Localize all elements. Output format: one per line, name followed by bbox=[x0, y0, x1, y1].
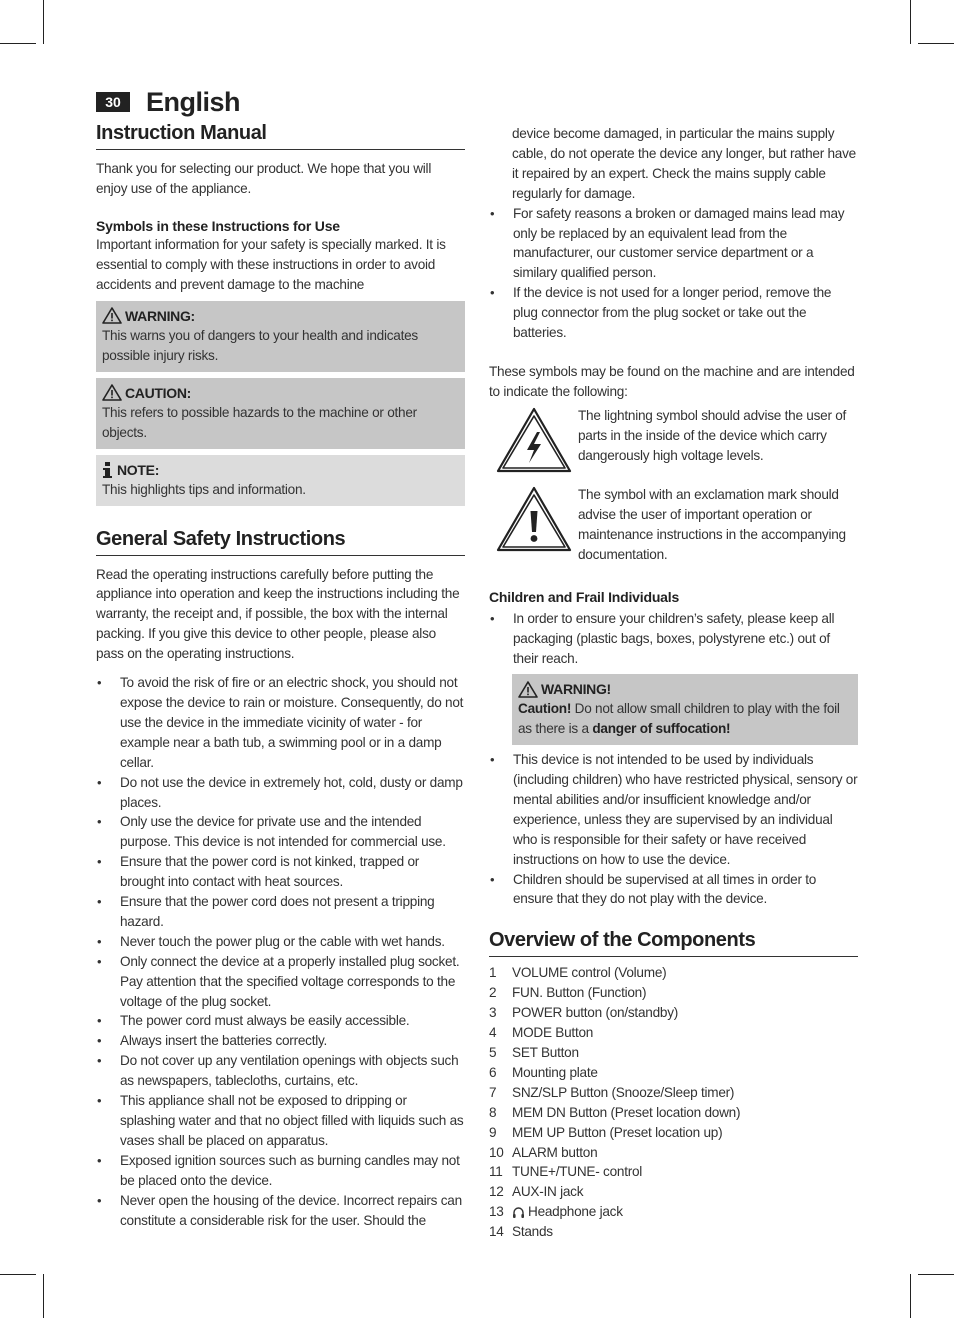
crop-mark bbox=[0, 43, 36, 44]
symbols-intro: These symbols may be found on the machine and are intended to indicate the following: bbox=[489, 363, 855, 399]
list-item: • Do not use the device in extremely hot, cold, dusty or damp places. bbox=[96, 773, 465, 813]
list-item: • This appliance shall not be exposed to dripping or splashing water and that no object filled with liquids such as vases shall be placed on apparatus. bbox=[96, 1091, 465, 1151]
children-warning-box bbox=[512, 674, 858, 745]
note-text: This highlights tips and information. bbox=[102, 481, 306, 497]
list-item: 13 Headphone jack bbox=[489, 1204, 623, 1220]
list-item: 7 SNZ/SLP Button (Snooze/Sleep timer) bbox=[489, 1084, 735, 1100]
components-heading: Overview of the Components bbox=[489, 929, 858, 957]
safety-list bbox=[96, 673, 465, 1230]
warning-triangle-icon bbox=[102, 307, 122, 324]
list-item: • Ensure that the power cord does not present a tripping hazard. bbox=[96, 892, 465, 932]
list-item: • For safety reasons a broken or damaged mains lead may only be replaced by an equivalent lead from the manufacturer, our customer service department or a similary qualified person. bbox=[489, 204, 858, 284]
list-item: 9 MEM UP Button (Preset location up) bbox=[489, 1124, 723, 1140]
symbols-heading: Symbols in these Instructions for Use bbox=[96, 217, 340, 234]
caution-title: CAUTION: bbox=[125, 384, 192, 401]
list-item: • This device is not intended to be used by individuals (including children) who have restricted physical, sensory or mental abilities and/or insufficient knowledge and/or experience, unless they are supervised by an individual who is responsible for their safety or have received instructions on how to use the device. bbox=[489, 750, 858, 869]
symbols-text: Important information for your safety is specially marked. It is essential to comply with these instructions in order to avoid accidents and prevent damage to the machine bbox=[96, 236, 446, 292]
intro-text: Thank you for selecting our product. We hope that you will enjoy use of the appliance. bbox=[96, 161, 432, 196]
children-list-continued bbox=[489, 750, 858, 909]
crop-mark bbox=[910, 1274, 911, 1318]
exclamation-symbol-row bbox=[489, 485, 858, 565]
list-item: 2 FUN. Button (Function) bbox=[489, 985, 647, 1001]
safety-list-continued bbox=[489, 204, 858, 343]
list-item: 6 Mounting plate bbox=[489, 1064, 598, 1080]
list-item: • The power cord must always be easily accessible. bbox=[96, 1011, 465, 1031]
note-title: NOTE: bbox=[117, 461, 160, 478]
list-item: • To avoid the risk of fire or an electric shock, you should not expose the device to rain or moisture. Consequently, do not use the device in the immediate vicinity of water - for example near a bath tub, a swimming pool or in a damp cellar. bbox=[96, 673, 465, 773]
page-number: 30 bbox=[96, 92, 130, 112]
list-item: • Never touch the power plug or the cable with wet hands. bbox=[96, 932, 465, 952]
children-warning-title: WARNING! bbox=[541, 681, 611, 698]
list-item: • Children should be supervised at all times in order to ensure that they do not play with the device. bbox=[489, 870, 858, 910]
crop-mark bbox=[43, 0, 44, 44]
list-item: 12 AUX-IN jack bbox=[489, 1184, 584, 1200]
lightning-text: The lightning symbol should advise the user of parts in the inside of the device which carry dangerously high voltage levels. bbox=[578, 407, 847, 463]
caution-triangle-icon bbox=[102, 384, 122, 401]
list-item: 3 POWER button (on/standby) bbox=[489, 1005, 679, 1021]
list-item: • Only use the device for private use and the intended purpose. This device is not intended for commercial use. bbox=[96, 812, 465, 852]
crop-mark bbox=[43, 1274, 44, 1318]
list-item: 8 MEM DN Button (Preset location down) bbox=[489, 1104, 741, 1120]
list-item: • Exposed ignition sources such as burning candles may not be placed onto the device. bbox=[96, 1151, 465, 1191]
right-column bbox=[489, 124, 858, 1242]
safety-intro: Read the operating instructions carefully before putting the appliance into operation and keep the instructions including the warranty, the receipt and, if possible, the box with the internal packing. If you give this device to other people, please also pass on the operating instructions. bbox=[96, 566, 460, 662]
list-item: • In order to ensure your children’s safety, please keep all packaging (plastic bags, boxes, polystyrene etc.) out of their reach. bbox=[489, 609, 858, 669]
exclamation-warning-icon bbox=[495, 485, 573, 553]
lightning-warning-icon bbox=[495, 406, 573, 474]
children-warning-text: Caution! Do not allow small children to play with the foil as there is a danger of suffocation! bbox=[518, 701, 840, 737]
page-header bbox=[96, 86, 240, 118]
info-icon bbox=[102, 461, 114, 479]
page-language: English bbox=[146, 86, 241, 117]
crop-mark bbox=[918, 43, 954, 44]
warning-box bbox=[96, 301, 465, 372]
children-list bbox=[489, 609, 858, 669]
left-column bbox=[96, 122, 465, 1230]
list-item: • Ensure that the power cord is not kinked, trapped or brought into contact with heat sources. bbox=[96, 852, 465, 892]
caution-text: This refers to possible hazards to the machine or other objects. bbox=[102, 404, 417, 440]
crop-mark bbox=[918, 1274, 954, 1275]
headphone-icon bbox=[512, 1206, 525, 1219]
children-heading: Children and Frail Individuals bbox=[489, 589, 680, 606]
caution-box bbox=[96, 378, 465, 449]
note-box bbox=[96, 455, 465, 506]
crop-mark bbox=[910, 0, 911, 44]
list-item: • If the device is not used for a longer period, remove the plug connector from the plug socket or take out the batteries. bbox=[489, 283, 858, 343]
warning-triangle-icon bbox=[518, 681, 538, 698]
list-item: • Only connect the device at a properly installed plug socket. Pay attention that the specified voltage corresponds to the voltage of the plug socket. bbox=[96, 952, 465, 1012]
components-list bbox=[489, 963, 858, 1242]
list-item: 10 ALARM button bbox=[489, 1144, 598, 1160]
crop-mark bbox=[0, 1274, 36, 1275]
warning-title: WARNING: bbox=[125, 307, 195, 324]
list-item: 5 SET Button bbox=[489, 1045, 579, 1060]
general-safety-heading: General Safety Instructions bbox=[96, 528, 465, 556]
list-item: 4 MODE Button bbox=[489, 1025, 594, 1041]
danger-label: danger of suffocation! bbox=[592, 721, 731, 737]
list-item: 1 VOLUME control (Volume) bbox=[489, 965, 667, 981]
exclamation-text: The symbol with an exclamation mark should advise the user of important operation or maintenance instructions in the accompanying documentation. bbox=[578, 486, 846, 562]
warning-text: This warns you of dangers to your health and indicates possible injury risks. bbox=[102, 327, 418, 363]
list-item: • Do not cover up any ventilation openings with objects such as newspapers, tablecloths, curtains, etc. bbox=[96, 1051, 465, 1091]
lightning-symbol-row bbox=[489, 406, 858, 474]
list-item: • Never open the housing of the device. Incorrect repairs can constitute a considerable risk for the user. Should the bbox=[96, 1191, 465, 1231]
list-item: • Always insert the batteries correctly. bbox=[96, 1031, 465, 1051]
instruction-manual-heading: Instruction Manual bbox=[96, 122, 465, 150]
continuation-text: device become damaged, in particular the mains supply cable, do not operate the device any longer, but rather have it repaired by an expert. Check the mains supply cable regularly for damage. bbox=[512, 126, 856, 201]
list-item: 11 TUNE+/TUNE- control bbox=[489, 1164, 643, 1180]
caution-label: Caution! bbox=[518, 701, 572, 717]
list-item: 14 Stands bbox=[489, 1224, 553, 1240]
